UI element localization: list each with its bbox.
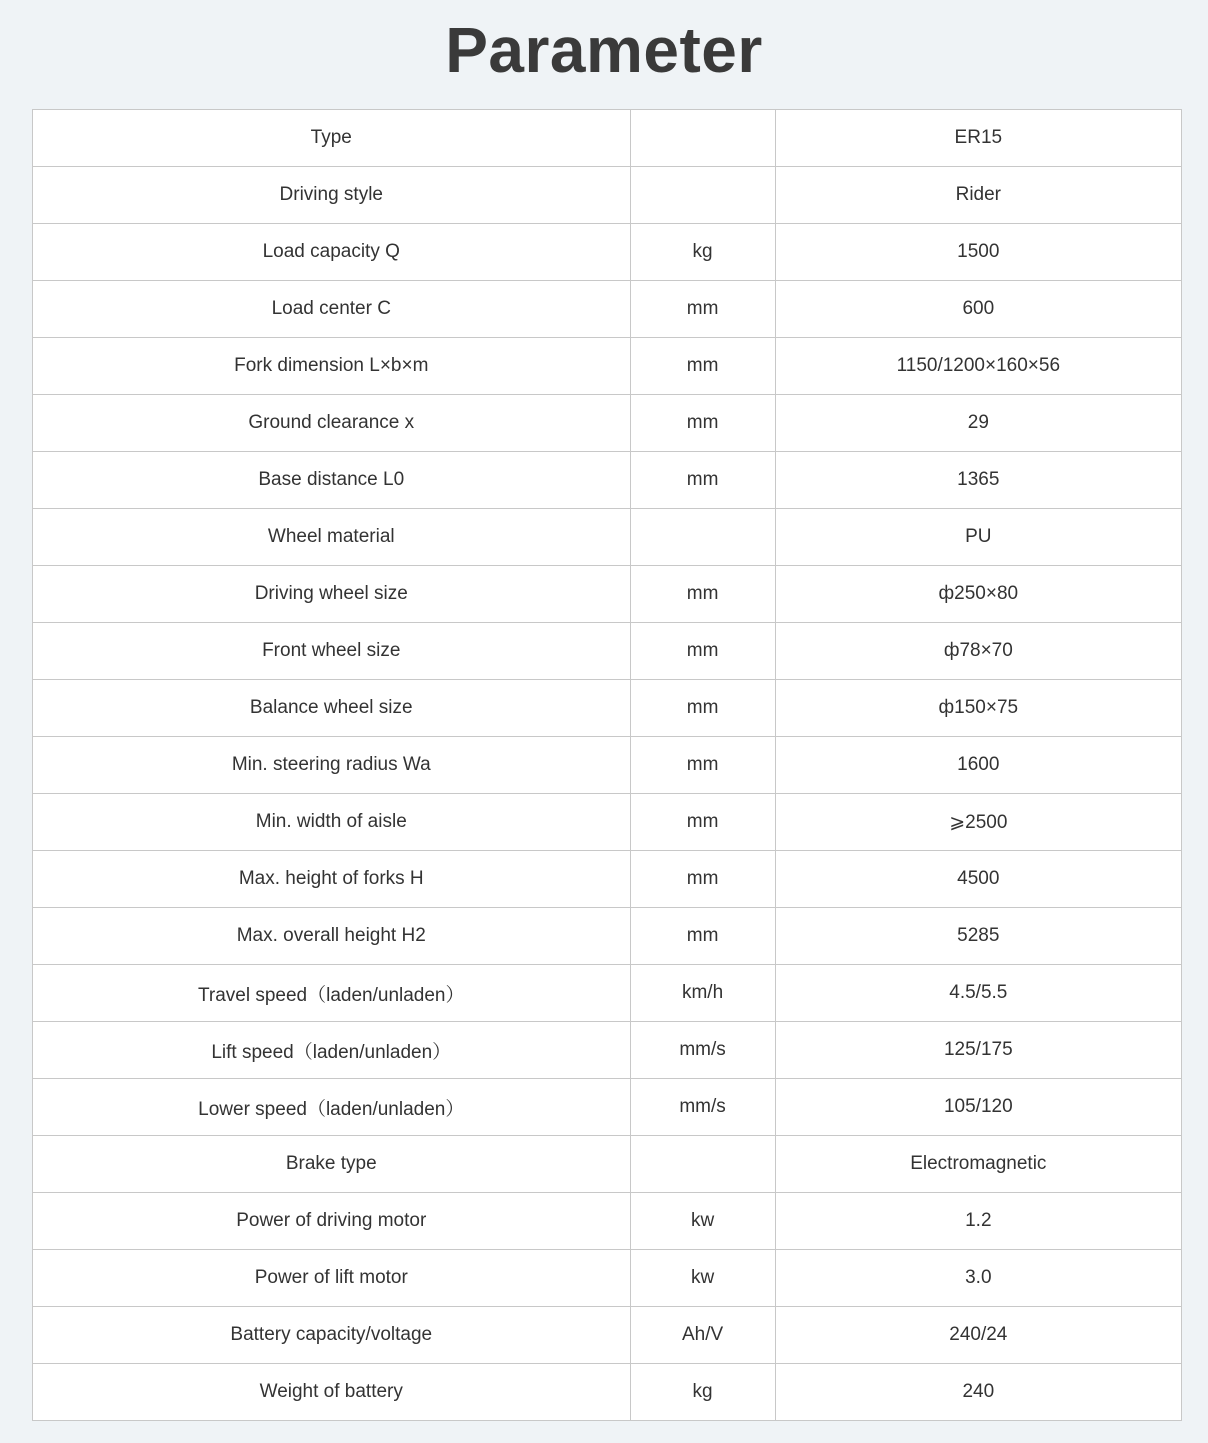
unit-cell: kw (630, 1193, 775, 1250)
parameter-name-cell: Front wheel size (33, 623, 631, 680)
value-cell: Rider (775, 167, 1181, 224)
unit-cell: mm (630, 851, 775, 908)
value-cell: ER15 (775, 110, 1181, 167)
unit-cell: mm (630, 566, 775, 623)
parameter-name-cell: Min. width of aisle (33, 794, 631, 851)
parameter-table-body (33, 110, 1182, 1421)
value-cell: 1.2 (775, 1193, 1181, 1250)
value-cell: 5285 (775, 908, 1181, 965)
parameter-name-cell: Ground clearance x (33, 395, 631, 452)
value-cell: 4.5/5.5 (775, 965, 1181, 1022)
value-cell: 1600 (775, 737, 1181, 794)
parameter-name-cell: Load center C (33, 281, 631, 338)
parameter-table (32, 109, 1182, 1421)
parameter-name-cell: Power of driving motor (33, 1193, 631, 1250)
unit-cell (630, 509, 775, 566)
unit-cell: mm (630, 452, 775, 509)
table-row (33, 338, 1182, 395)
parameter-name-cell: Load capacity Q (33, 224, 631, 281)
table-row (33, 794, 1182, 851)
unit-cell: mm/s (630, 1079, 775, 1136)
parameter-name-cell: Driving style (33, 167, 631, 224)
value-cell: ⩾2500 (775, 794, 1181, 851)
unit-cell: mm (630, 281, 775, 338)
table-row (33, 737, 1182, 794)
unit-cell: kw (630, 1250, 775, 1307)
unit-cell (630, 1136, 775, 1193)
unit-cell: Ah/V (630, 1307, 775, 1364)
value-cell: PU (775, 509, 1181, 566)
unit-cell (630, 167, 775, 224)
value-cell: 4500 (775, 851, 1181, 908)
parameter-name-cell: Min. steering radius Wa (33, 737, 631, 794)
parameter-name-cell: Driving wheel size (33, 566, 631, 623)
unit-cell: mm (630, 338, 775, 395)
value-cell: ф78×70 (775, 623, 1181, 680)
unit-cell: mm (630, 680, 775, 737)
table-row (33, 1022, 1182, 1079)
table-row (33, 1079, 1182, 1136)
value-cell: 240 (775, 1364, 1181, 1421)
unit-cell: mm (630, 395, 775, 452)
parameter-name-cell: Lift speed（laden/unladen） (33, 1022, 631, 1079)
value-cell: 1365 (775, 452, 1181, 509)
table-row (33, 965, 1182, 1022)
table-row (33, 1250, 1182, 1307)
unit-cell: kg (630, 224, 775, 281)
value-cell: ф250×80 (775, 566, 1181, 623)
unit-cell: mm (630, 623, 775, 680)
unit-cell: kg (630, 1364, 775, 1421)
parameter-name-cell: Max. overall height H2 (33, 908, 631, 965)
table-row (33, 1364, 1182, 1421)
table-row (33, 566, 1182, 623)
table-row (33, 908, 1182, 965)
parameter-name-cell: Wheel material (33, 509, 631, 566)
value-cell: 29 (775, 395, 1181, 452)
parameter-name-cell: Fork dimension L×b×m (33, 338, 631, 395)
table-row (33, 224, 1182, 281)
parameter-name-cell: Max. height of forks H (33, 851, 631, 908)
table-row (33, 623, 1182, 680)
parameter-name-cell: Base distance L0 (33, 452, 631, 509)
value-cell: 125/175 (775, 1022, 1181, 1079)
parameter-name-cell: Brake type (33, 1136, 631, 1193)
table-row (33, 680, 1182, 737)
value-cell: 240/24 (775, 1307, 1181, 1364)
parameter-name-cell: Balance wheel size (33, 680, 631, 737)
parameter-name-cell: Type (33, 110, 631, 167)
value-cell: 105/120 (775, 1079, 1181, 1136)
value-cell: 1150/1200×160×56 (775, 338, 1181, 395)
parameter-name-cell: Power of lift motor (33, 1250, 631, 1307)
unit-cell: km/h (630, 965, 775, 1022)
value-cell: 1500 (775, 224, 1181, 281)
table-row (33, 395, 1182, 452)
value-cell: 3.0 (775, 1250, 1181, 1307)
unit-cell: mm (630, 794, 775, 851)
page-title: Parameter (445, 14, 763, 86)
unit-cell: mm (630, 737, 775, 794)
table-row (33, 509, 1182, 566)
table-row (33, 851, 1182, 908)
parameter-name-cell: Battery capacity/voltage (33, 1307, 631, 1364)
parameter-name-cell: Travel speed（laden/unladen） (33, 965, 631, 1022)
value-cell: 600 (775, 281, 1181, 338)
table-row (33, 1307, 1182, 1364)
table-row (33, 110, 1182, 167)
value-cell: ф150×75 (775, 680, 1181, 737)
unit-cell: mm (630, 908, 775, 965)
value-cell: Electromagnetic (775, 1136, 1181, 1193)
table-row (33, 167, 1182, 224)
unit-cell: mm/s (630, 1022, 775, 1079)
parameter-name-cell: Weight of battery (33, 1364, 631, 1421)
table-row (33, 452, 1182, 509)
table-row (33, 1136, 1182, 1193)
parameter-name-cell: Lower speed（laden/unladen） (33, 1079, 631, 1136)
table-row (33, 1193, 1182, 1250)
table-row (33, 281, 1182, 338)
unit-cell (630, 110, 775, 167)
